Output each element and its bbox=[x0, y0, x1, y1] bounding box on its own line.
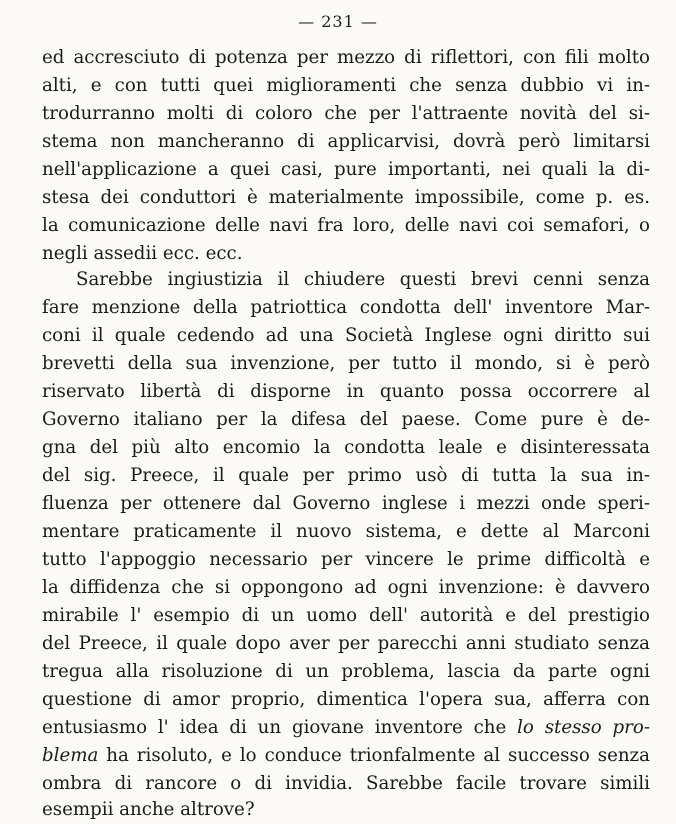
text-line: coni il quale cedendo ad una Società Inglese ogni diritto sui bbox=[42, 325, 650, 346]
text-line: ombra di rancore o di invidia. Sarebbe facile trovare simili bbox=[42, 773, 650, 794]
page-number: — 231 — bbox=[298, 12, 378, 31]
text-line: stema non mancheranno di applicarvisi, dovrà però limitarsi bbox=[42, 131, 650, 152]
text-line: Governo italiano per la difesa del paese. Come pure è de- bbox=[42, 409, 650, 430]
text-line: stesa dei conduttori è materialmente impossibile, come p. es. bbox=[42, 187, 650, 208]
paragraph-first-line: Sarebbe ingiustizia il chiudere questi brevi cenni senza bbox=[76, 269, 650, 290]
text-line: brevetti della sua invenzione, per tutto il mondo, si è però bbox=[42, 353, 650, 374]
text-line: del Preece, il quale dopo aver per parecchi anni studiato senza bbox=[42, 633, 650, 654]
text-run: entusiasmo l' idea di un giovane inventore che bbox=[42, 717, 518, 738]
text-line: trodurranno molti di coloro che per l'attraente novità del si- bbox=[42, 103, 650, 124]
text-line: mentare praticamente il nuovo sistema, e dette al Marconi bbox=[42, 521, 650, 542]
text-line: alti, e con tutti quei miglioramenti che senza dubbio vi in- bbox=[42, 75, 650, 96]
text-line: fare menzione della patriottica condotta dell' inventore Mar- bbox=[42, 297, 650, 318]
text-line-with-italic bbox=[42, 714, 650, 742]
text-line: esempii anche altrove? bbox=[42, 799, 255, 820]
text-line: del sig. Preece, il quale per primo usò di tutta la sua in- bbox=[42, 465, 650, 486]
text-line: mirabile l' esempio di un uomo dell' autorità e del prestigio bbox=[42, 605, 650, 626]
text-line: fluenza per ottenere dal Governo inglese i mezzi onde speri- bbox=[42, 493, 650, 514]
text-line: negli assedii ecc. ecc. bbox=[42, 243, 243, 264]
text-line: la diffidenza che si oppongono ad ogni invenzione: è davvero bbox=[42, 577, 650, 598]
text-line: riservato libertà di disporne in quanto possa occorrere al bbox=[42, 381, 650, 402]
text-line: gna del più alto encomio la condotta leale e disinteressata bbox=[42, 437, 650, 458]
text-line: ed accresciuto di potenza per mezzo di riflettori, con fili molto bbox=[42, 47, 650, 68]
italic-text-run: lo stesso pro- bbox=[517, 717, 650, 738]
text-line: nell'applicazione a quei casi, pure importanti, nei quali la di- bbox=[42, 159, 650, 180]
text-line: questione di amor proprio, dimentica l'opera sua, afferra con bbox=[42, 689, 650, 710]
text-line-with-italic bbox=[42, 742, 650, 770]
text-line: tutto l'appoggio necessario per vincere le prime difficoltà e bbox=[42, 549, 650, 570]
italic-text-run: blema bbox=[42, 745, 99, 766]
text-run: ha risoluto, e lo conduce trionfalmente al successo senza bbox=[98, 745, 650, 766]
text-line: la comunicazione delle navi fra loro, delle navi coi semafori, o bbox=[42, 215, 650, 236]
text-line: tregua alla risoluzione di un problema, lascia da parte ogni bbox=[42, 661, 650, 682]
